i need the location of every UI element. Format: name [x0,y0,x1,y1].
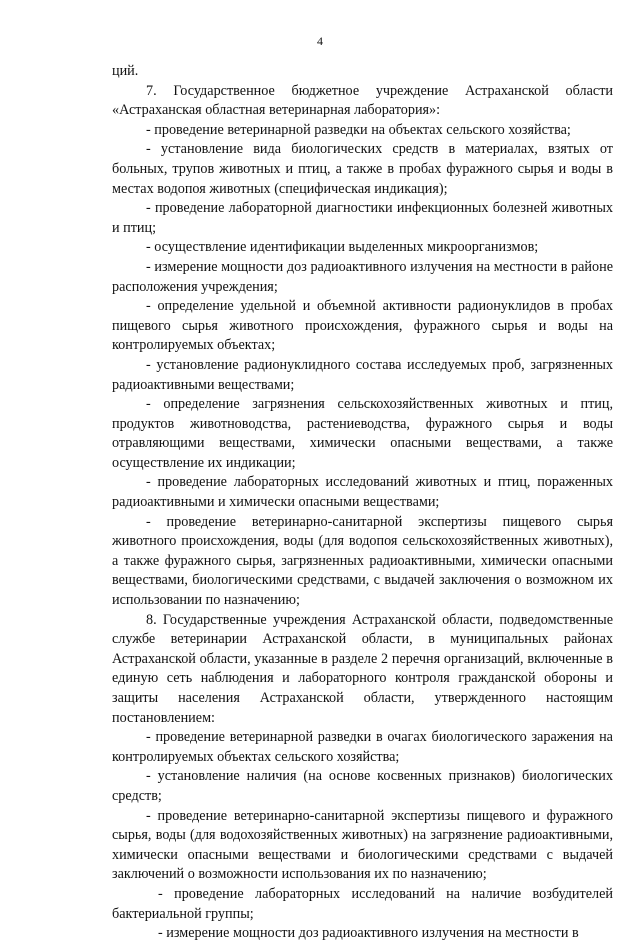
paragraph: - установление радионуклидного состава исследуемых проб, загрязненных радиоактивными веществами; [112,356,613,393]
paragraph: - установление наличия (на основе косвенных признаков) биологических средств; [112,768,613,804]
document-body [112,62,613,944]
paragraph: 8. Государственные учреждения Астраханской области, подведомственные службе ветеринарии Астраханской области, в муниципальных районах Астраханской области, указанные в разделе 2 перечня организаций, включенные в единую сеть наблюдения и лабораторного контроля гражданской обороны и защиты населения Астраханской области, утвержденного настоящим постановлением: [112,611,613,726]
paragraph: - проведение лабораторной диагностики инфекционных болезней животных и птиц; [112,200,613,236]
paragraph: 7. Государственное бюджетное учреждение Астраханской области «Астраханская областная ветеринарная лаборатория»: [112,82,613,119]
paragraph: - проведение лабораторных исследований животных и птиц, пораженных радиоактивными и химически опасными веществами; [112,474,613,511]
paragraph: - измерение мощности доз радиоактивного излучения на местности в районе расположения учреждения; [112,258,613,295]
paragraph: - проведение ветеринарно-санитарной экспертизы пищевого сырья животного происхождения, воды (для водопоя сельскохозяйственных животных), а также фуражного сырья, загрязненных радиоактивными, химически опасными веществами, биологическими средствами, с выдачей заключения о возможном их использовании по назначению; [112,513,613,609]
page-number: 4 [317,34,323,48]
paragraph: - проведение ветеринарно-санитарной экспертизы пищевого и фуражного сырья, воды (для водохозяйственных животных) на загрязнение радиоактивными, химически опасными веществами и биологическими средствами с выдачей заключений о возможности использования их по назначению; [112,807,613,883]
paragraph: - проведение лабораторных исследований на наличие возбудителей бактериальной группы; [112,885,613,922]
paragraph: - осуществление идентификации выделенных микроорганизмов; [146,239,539,256]
paragraph: - установление вида биологических средств в материалах, взятых от больных, трупов животных и птиц, а также в пробах фуражного сырья и воды в местах водопоя животных (специфическая индикация); [112,141,613,197]
paragraph: - определение удельной и объемной активности радионуклидов в пробах пищевого сырья животного происхождения, фуражного сырья и воды на контролируемых объектах; [112,298,613,354]
paragraph: - проведение ветеринарной разведки на объектах сельского хозяйства; [146,121,571,138]
paragraph: ций. [112,63,139,79]
paragraph: - измерение мощности доз радиоактивного излучения на местности в [158,925,579,942]
paragraph: - проведение ветеринарной разведки в очагах биологического заражения на контролируемых объектах сельского хозяйства; [112,729,613,765]
paragraph: - определение загрязнения сельскохозяйственных животных и птиц, продуктов животноводства, растениеводства, фуражного сырья и воды отравляющими веществами, химически опасными веществами, а также осуществление их индикации; [112,396,613,471]
